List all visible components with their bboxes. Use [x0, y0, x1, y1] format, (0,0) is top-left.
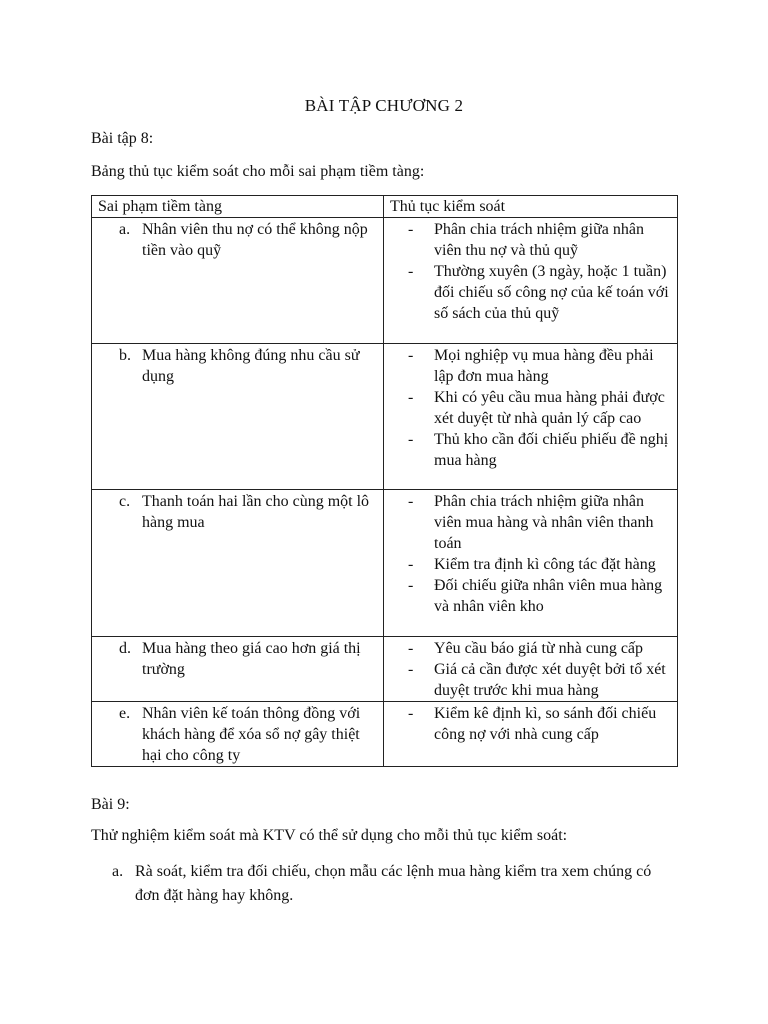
control-cell — [384, 702, 678, 767]
exercise-9-heading: Bài 9: — [91, 796, 130, 813]
error-cell — [92, 637, 384, 702]
control-procedures-table — [91, 195, 678, 767]
control-text: Kiểm tra định kì công tác đặt hàng — [434, 556, 656, 573]
control-text: Kiểm kê định kì, so sánh đối chiếu công nợ với nhà cung cấp — [434, 705, 657, 743]
row-marker: b. — [119, 347, 131, 364]
list-item: - Mọi nghiệp vụ mua hàng đều phải lập đơn mua hàng — [408, 347, 654, 385]
column-header-errors: Sai phạm tiềm tàng — [92, 196, 384, 218]
exercise-8-intro: Bảng thủ tục kiểm soát cho mỗi sai phạm tiềm tàng: — [91, 163, 425, 180]
control-cell — [384, 218, 678, 344]
list-item: - Đối chiếu giữa nhân viên mua hàng và nhân viên kho — [408, 577, 663, 615]
table-row — [92, 218, 678, 344]
control-text: Mọi nghiệp vụ mua hàng đều phải lập đơn mua hàng — [434, 347, 654, 385]
table-header-row — [92, 196, 678, 218]
error-cell — [92, 702, 384, 767]
list-item: - Phân chia trách nhiệm giữa nhân viên thu nợ và thủ quỹ — [408, 221, 644, 259]
table-row — [92, 637, 678, 702]
list-item: - Yêu cầu báo giá từ nhà cung cấp — [408, 640, 644, 657]
table-row — [92, 490, 678, 637]
control-text: Đối chiếu giữa nhân viên mua hàng và nhân viên kho — [434, 577, 663, 615]
list-item: - Thủ kho cần đối chiếu phiếu đề nghị mua hàng — [408, 431, 669, 469]
column-header-controls: Thủ tục kiểm soát — [384, 196, 678, 218]
exercise-9-intro: Thử nghiệm kiểm soát mà KTV có thể sử dụng cho mỗi thủ tục kiểm soát: — [91, 827, 568, 844]
control-cell — [384, 490, 678, 637]
error-text: Mua hàng theo giá cao hơn giá thị trường — [142, 640, 361, 678]
row-marker: d. — [119, 640, 131, 657]
item-text: Rà soát, kiểm tra đối chiếu, chọn mẫu các lệnh mua hàng kiểm tra xem chúng có đơn đặt hàng hay không. — [135, 863, 652, 904]
control-text: Phân chia trách nhiệm giữa nhân viên mua hàng và nhân viên thanh toán — [434, 493, 654, 552]
error-text: Mua hàng không đúng nhu cầu sử dụng — [142, 347, 360, 385]
list-item: - Thường xuyên (3 ngày, hoặc 1 tuần) đối chiếu số công nợ của kế toán với số sách của thủ quỹ — [408, 263, 669, 322]
list-item: - Kiểm kê định kì, so sánh đối chiếu công nợ với nhà cung cấp — [408, 705, 657, 743]
control-text: Khi có yêu cầu mua hàng phải được xét duyệt từ nhà quản lý cấp cao — [434, 389, 665, 427]
exercise-8-heading: Bài tập 8: — [91, 130, 154, 147]
table-row — [92, 344, 678, 490]
error-text: Nhân viên kế toán thông đồng với khách hàng để xóa sổ nợ gây thiệt hại cho công ty — [142, 705, 361, 764]
row-marker: c. — [119, 493, 131, 510]
list-item: - Giá cả cần được xét duyệt bởi tổ xét duyệt trước khi mua hàng — [408, 661, 666, 699]
row-marker: a. — [119, 221, 131, 238]
exercise-9-list — [112, 860, 672, 908]
list-item — [112, 860, 672, 908]
control-cell — [384, 344, 678, 490]
list-item: - Phân chia trách nhiệm giữa nhân viên mua hàng và nhân viên thanh toán — [408, 493, 654, 552]
error-text: Thanh toán hai lần cho cùng một lô hàng mua — [142, 493, 370, 531]
error-cell — [92, 344, 384, 490]
control-text: Yêu cầu báo giá từ nhà cung cấp — [434, 640, 644, 657]
control-text: Phân chia trách nhiệm giữa nhân viên thu nợ và thủ quỹ — [434, 221, 644, 259]
table-row — [92, 702, 678, 767]
error-cell — [92, 218, 384, 344]
control-text: Thường xuyên (3 ngày, hoặc 1 tuần) đối chiếu số công nợ của kế toán với số sách của thủ quỹ — [434, 263, 669, 322]
row-marker: e. — [119, 705, 131, 722]
page-title: BÀI TẬP CHƯƠNG 2 — [304, 96, 464, 115]
error-cell — [92, 490, 384, 637]
control-text: Giá cả cần được xét duyệt bởi tổ xét duyệt trước khi mua hàng — [434, 661, 666, 699]
error-text: Nhân viên thu nợ có thể không nộp tiền vào quỹ — [142, 221, 368, 259]
control-cell — [384, 637, 678, 702]
item-marker: a. — [112, 863, 124, 880]
list-item: - Khi có yêu cầu mua hàng phải được xét duyệt từ nhà quản lý cấp cao — [408, 389, 665, 427]
list-item: - Kiểm tra định kì công tác đặt hàng — [408, 556, 656, 573]
control-text: Thủ kho cần đối chiếu phiếu đề nghị mua hàng — [434, 431, 669, 469]
